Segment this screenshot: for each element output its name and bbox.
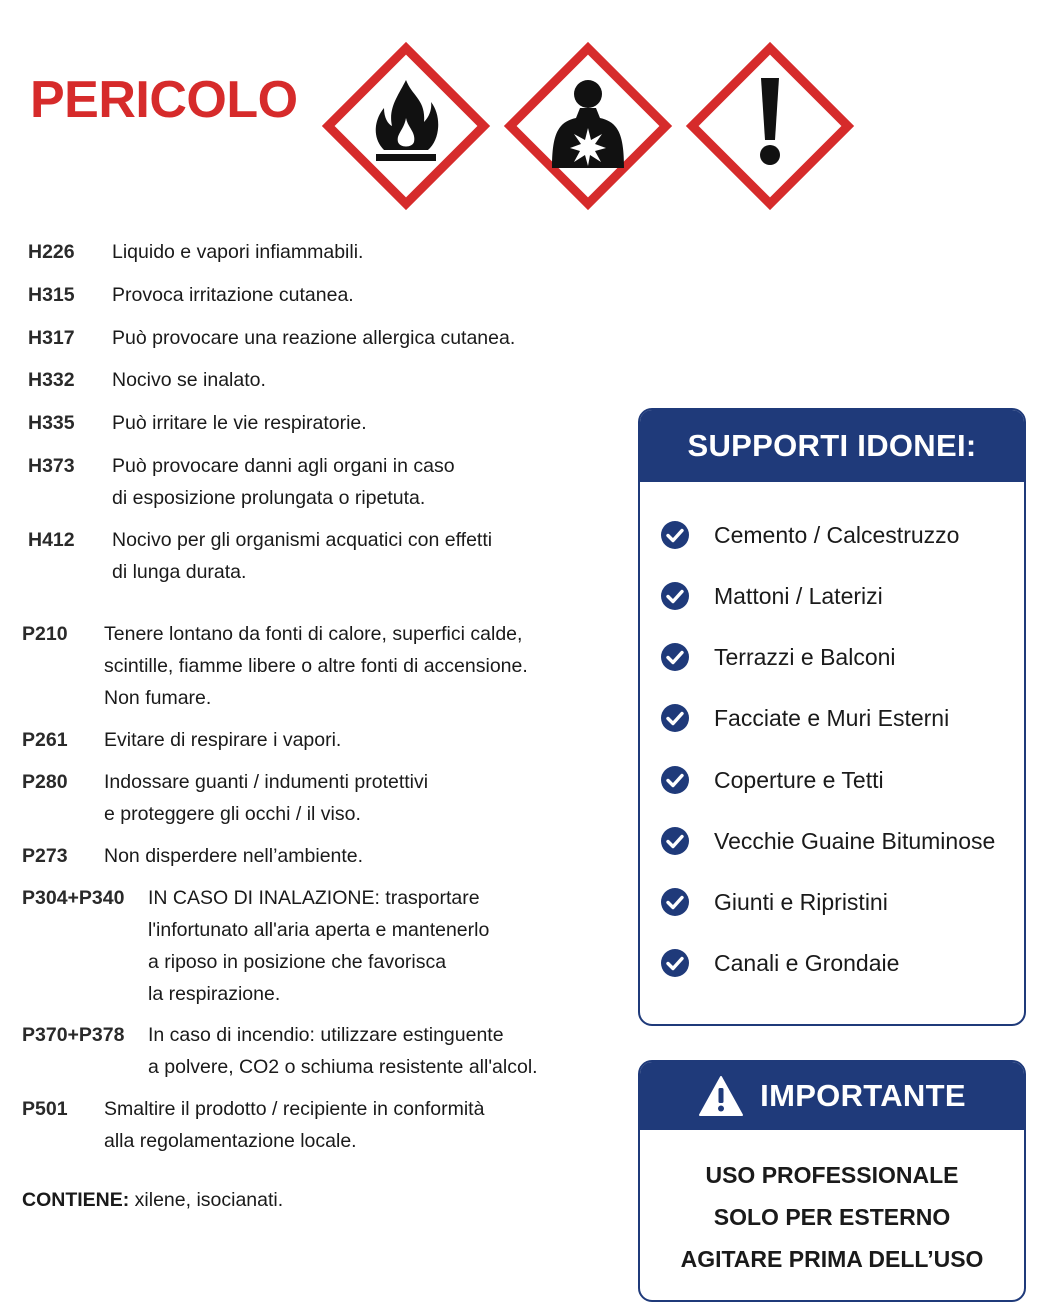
contains-label: CONTIENE: — [22, 1189, 130, 1211]
important-line: AGITARE PRIMA DELL’USO — [680, 1246, 984, 1272]
precaution-text-line: Non disperdere nell’ambiente. — [104, 845, 364, 867]
hazard-code: H226 — [28, 241, 75, 263]
important-lines — [640, 1130, 1024, 1280]
support-label: Cemento / Calcestruzzo — [714, 521, 960, 548]
hazard-text-line: Può provocare danni agli organi in caso — [112, 455, 455, 477]
list-item — [660, 642, 896, 672]
list-item — [660, 581, 883, 611]
important-title: IMPORTANTE — [760, 1078, 966, 1113]
precaution-text-line: la respirazione. — [148, 983, 281, 1005]
precaution-code: P304+P340 — [22, 887, 125, 909]
precaution-text-line: l'infortunato all'aria aperta e mantenerlo — [148, 919, 490, 941]
list-item — [660, 826, 995, 856]
support-label: Vecchie Guaine Bituminose — [714, 827, 996, 854]
precaution-text-line: Non fumare. — [104, 687, 212, 709]
check-circle-icon — [660, 520, 690, 550]
precaution-code: P261 — [22, 729, 68, 751]
suitable-supports-panel — [638, 408, 1026, 1026]
precaution-text-line: alla regolamentazione locale. — [104, 1130, 357, 1152]
contains-text: xilene, isocianati. — [129, 1189, 284, 1211]
hazard-code: H335 — [28, 412, 75, 434]
precaution-code: P273 — [22, 845, 68, 867]
precaution-text-line: Indossare guanti / indumenti protettivi — [104, 771, 429, 793]
hazard-code: H412 — [28, 529, 75, 551]
signal-word: PERICOLO — [30, 71, 298, 129]
check-circle-icon — [660, 948, 690, 978]
list-item — [660, 887, 888, 917]
ghs-pictograms — [318, 38, 858, 214]
contains-line — [22, 1184, 283, 1217]
hazard-text: Liquido e vapori infiammabili. — [112, 241, 364, 263]
support-label: Facciate e Muri Esterni — [714, 704, 950, 731]
check-circle-icon — [660, 826, 690, 856]
hazard-text: Può provocare una reazione allergica cutanea. — [112, 327, 516, 349]
precaution-code: P280 — [22, 771, 68, 793]
precaution-text-line: a riposo in posizione che favorisca — [148, 951, 447, 973]
hazard-text-line: di lunga durata. — [112, 561, 247, 583]
support-label: Mattoni / Laterizi — [714, 582, 883, 609]
important-line: USO PROFESSIONALE — [705, 1162, 959, 1188]
precaution-code: P370+P378 — [22, 1024, 125, 1046]
list-item — [660, 703, 949, 733]
support-label: Coperture e Tetti — [714, 766, 884, 793]
important-line: SOLO PER ESTERNO — [713, 1204, 951, 1230]
list-item — [660, 765, 884, 795]
check-circle-icon — [660, 581, 690, 611]
hazard-text-line: Nocivo per gli organismi acquatici con effetti — [112, 529, 493, 551]
hazard-code: H315 — [28, 284, 75, 306]
precaution-text-line: e proteggere gli occhi / il viso. — [104, 803, 361, 825]
support-label: Giunti e Ripristini — [714, 888, 888, 915]
list-item — [660, 520, 959, 550]
check-circle-icon — [660, 703, 690, 733]
hazard-text: Nocivo se inalato. — [112, 369, 266, 391]
hazard-code: H373 — [28, 455, 75, 477]
important-panel — [638, 1060, 1026, 1302]
check-circle-icon — [660, 765, 690, 795]
exclamation-icon — [682, 38, 858, 214]
hazard-code: H332 — [28, 369, 75, 391]
precaution-text-line: IN CASO DI INALAZIONE: trasportare — [148, 887, 480, 909]
list-item — [660, 948, 899, 978]
warning-triangle-icon — [698, 1075, 744, 1117]
precaution-text-line: Smaltire il prodotto / recipiente in conformità — [104, 1098, 485, 1120]
support-label: Terrazzi e Balconi — [714, 643, 896, 670]
precaution-text-line: In caso di incendio: utilizzare estinguente — [148, 1024, 504, 1046]
support-label: Canali e Grondaie — [714, 949, 900, 976]
precaution-text-line: a polvere, CO2 o schiuma resistente all'alcol. — [148, 1056, 538, 1078]
precaution-text-line: Evitare di respirare i vapori. — [104, 729, 342, 751]
precaution-text-line: Tenere lontano da fonti di calore, superfici calde, — [104, 623, 523, 645]
hazard-text-line: di esposizione prolungata o ripetuta. — [112, 487, 426, 509]
health-hazard-icon — [500, 38, 676, 214]
flame-icon — [318, 38, 494, 214]
hazard-code: H317 — [28, 327, 75, 349]
precaution-code: P501 — [22, 1098, 68, 1120]
precaution-text-line: scintille, fiamme libere o altre fonti di accensione. — [104, 655, 528, 677]
important-header — [640, 1062, 1024, 1130]
check-circle-icon — [660, 887, 690, 917]
check-circle-icon — [660, 642, 690, 672]
hazard-text: Può irritare le vie respiratorie. — [112, 412, 367, 434]
hazard-text: Provoca irritazione cutanea. — [112, 284, 354, 306]
precaution-code: P210 — [22, 623, 68, 645]
supports-title: SUPPORTI IDONEI: — [640, 410, 1024, 482]
